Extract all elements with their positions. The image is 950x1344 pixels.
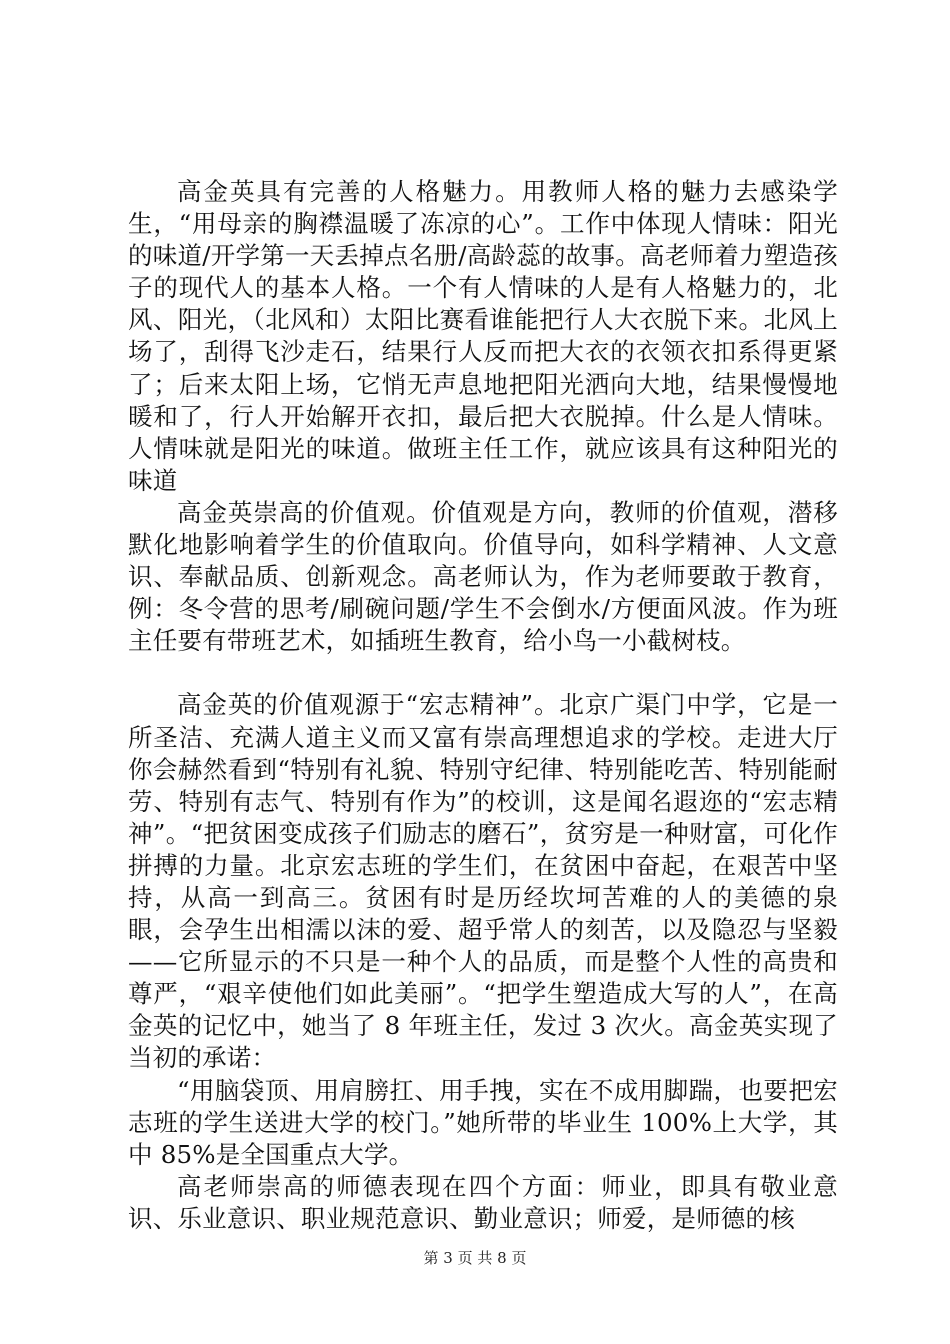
paragraph-values: 高金英崇高的价值观。价值观是方向，教师的价值观，潜移默化地影响着学生的价值取向。价值导向，如科学精神、人文意识、奉献品质、创新观念。高老师认为，作为老师要敢于教育，例：冬令营的思考/刷碗问题/学生不会倒水/方便面风波。作为班主任要有带班艺术，如插班生教育，给小鸟一小截树枝。: [128, 497, 838, 656]
paragraph-personality: 高金英具有完善的人格魅力。用教师人格的魅力去感染学生，“用母亲的胸襟温暖了冻凉的心”。工作中体现人情味：阳光的味道/开学第一天丢掉点名册/高龄蕊的故事。高老师着力塑造孩子的现代人的基本人格。一个有人情味的人是有人格魅力的，北风、阳光，（北风和）太阳比赛看谁能把行人大衣脱下来。北风上场了，刮得飞沙走石，结果行人反而把大衣的衣领衣扣系得更紧了；后来太阳上场，它悄无声息地把阳光洒向大地，结果慢慢地暖和了，行人开始解开衣扣，最后把大衣脱掉。什么是人情味。人情味就是阳光的味道。做班主任工作，就应该具有这种阳光的味道: [128, 177, 838, 495]
page-footer: [0, 1248, 950, 1268]
paragraph-promise: “用脑袋顶、用肩膀扛、用手拽，实在不成用脚踹，也要把宏志班的学生送进大学的校门。”她所带的毕业生 100%上大学，其中 85%是全国重点大学。: [128, 1075, 838, 1169]
body-text: [128, 176, 838, 1235]
paragraph-hongzhi-spirit: 高金英的价值观源于“宏志精神”。北京广渠门中学，它是一所圣洁、充满人道主义而又富有崇高理想追求的学校。走进大厅你会赫然看到“特别有礼貌、特别守纪律、特别能吃苦、特别能耐劳、特别有志气、特别有作为”的校训，这是闻名遐迩的“宏志精神”。“把贫困变成孩子们励志的磨石”，贫穷是一种财富，可化作拼搏的力量。北京宏志班的学生们，在贫困中奋起，在艰苦中坚持，从高一到高三。贫困有时是历经坎坷苦难的人的美德的泉眼，会孕生出相濡以沫的爱、超乎常人的刻苦，以及隐忍与坚毅——它所显示的不只是一种个人的品质，而是整个人性的高贵和尊严，“艰辛使他们如此美丽”。“把学生塑造成大写的人”，在高金英的记忆中，她当了 8 年班主任，发过 3 次火。高金英实现了当初的承诺：: [128, 690, 838, 1073]
paragraph-ethics: 高老师崇高的师德表现在四个方面：师业，即具有敬业意识、乐业意识、职业规范意识、勤业意识；师爱，是师德的核: [128, 1171, 838, 1233]
page-number-label: 第 3 页 共 8 页: [423, 1249, 527, 1267]
